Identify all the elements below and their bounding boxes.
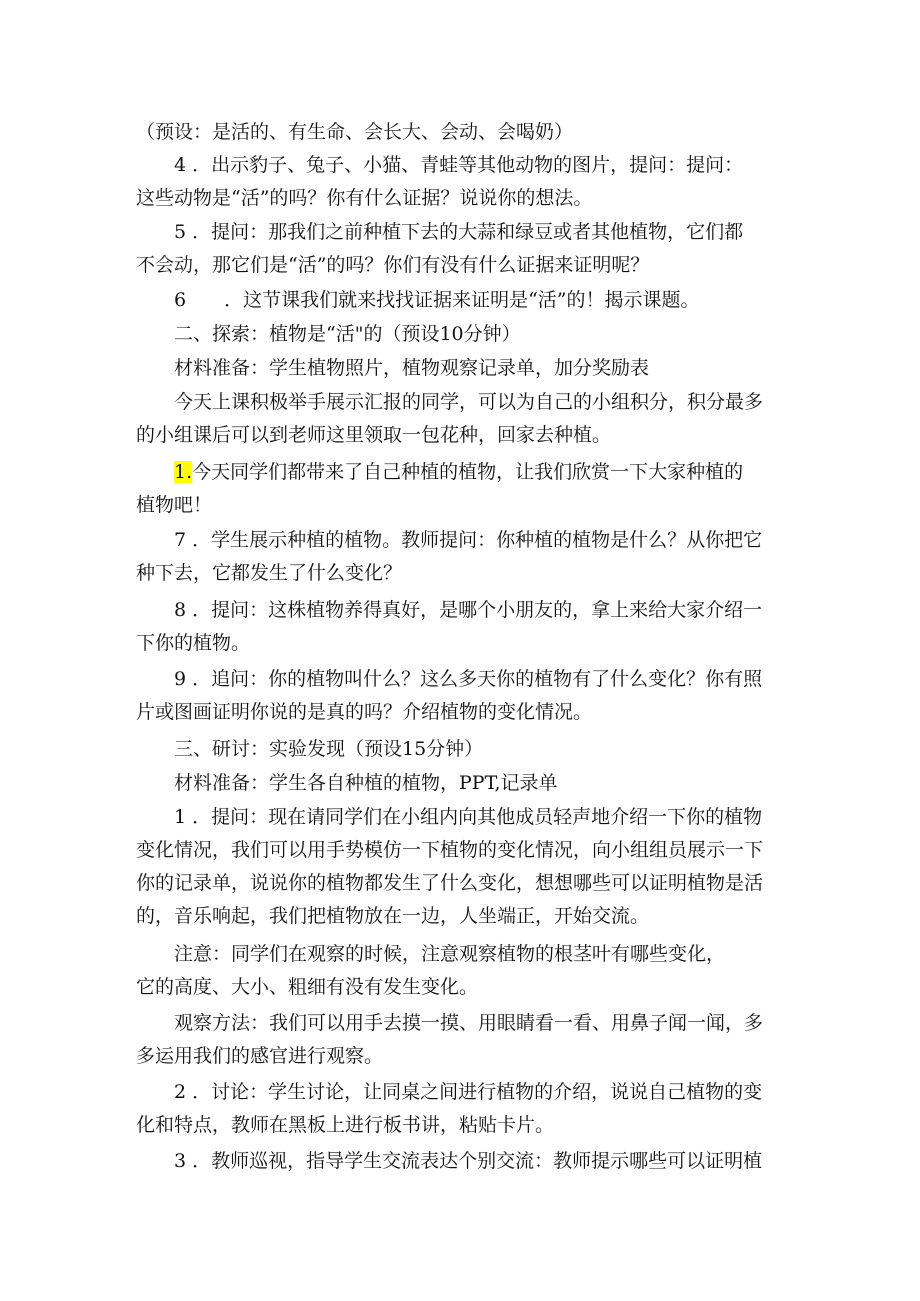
paragraph-step-6 [136, 284, 796, 317]
text-line [136, 456, 796, 489]
highlight-mark: 1. [174, 461, 193, 483]
paragraph-reward [136, 386, 796, 452]
paragraph-step-4 [136, 149, 796, 215]
text-line: 变化情况，我们可以用手势模仿一下植物的变化情况，向小组组员展示一下 [136, 839, 764, 861]
section-heading-explore [136, 318, 796, 351]
paragraph-step-3 [136, 1145, 796, 1178]
text-line: 多运用我们的感官进行观察。 [136, 1045, 384, 1067]
text-line: 化和特点，教师在黑板上进行板书讲，粘贴卡片。 [136, 1114, 555, 1136]
paragraph-step-1b [136, 801, 796, 933]
paragraph-step-1-highlighted [136, 456, 796, 522]
text-line: 植物吧！ [136, 494, 213, 516]
text-line: 下你的植物。 [136, 632, 251, 654]
text-line: 6 ．这节课我们就来找找证据来证明是“活”的！揭示课题。 [174, 289, 700, 311]
text-line: 5 ．提问：那我们之前种植下去的大蒜和绿豆或者其他植物，它们都 [174, 221, 744, 243]
text-line: 今天上课积极举手展示汇报的同学，可以为自己的小组积分，积分最多 [174, 391, 764, 413]
text-line: 注意：同学们在观察的时候，注意观察植物的根茎叶有哪些变化， [174, 943, 726, 965]
text-line: 的小组课后可以到老师这里领取一包花种，回家去种植。 [136, 424, 612, 446]
paragraph-step-7 [136, 524, 796, 590]
text-line: 不会动，那它们是“活”的吗？你们有没有什么证据来证明呢？ [136, 254, 650, 276]
paragraph-materials-2 [136, 767, 796, 800]
paragraph-note [136, 938, 796, 1004]
text-line: 种下去，它都发生了什么变化？ [136, 562, 403, 584]
text-line: 你的记录单，说说你的植物都发生了什么变化，想想哪些可以证明植物是活 [136, 872, 764, 894]
text-line: （预设：是活的、有生命、会长大、会动、会喝奶） [136, 121, 574, 143]
text-line: 这些动物是“活”的吗？你有什么证据？说说你的想法。 [136, 187, 593, 209]
paragraph-preset-answers [136, 116, 796, 149]
paragraph-step-2 [136, 1076, 796, 1142]
text-line: 9 ．追问：你的植物叫什么？这么多天你的植物有了什么变化？你有照 [174, 668, 763, 690]
text-line: 1 ．提问：现在请同学们在小组内向其他成员轻声地介绍一下你的植物 [174, 806, 763, 828]
text-line: 8 ．提问：这株植物养得真好，是哪个小朋友的，拿上来给大家介绍一 [174, 599, 763, 621]
text-line: 观察方法：我们可以用手去摸一摸、用眼睛看一看、用鼻子闻一闻，多 [174, 1012, 764, 1034]
text-line: 三、研讨：实验发现（预设15分钟） [174, 738, 484, 760]
text-line: 3 ．教师巡视，指导学生交流表达个别交流：教师提示哪些可以证明植 [174, 1150, 763, 1172]
text-line: 材料准备：学生植物照片，植物观察记录单，加分奖励表 [174, 357, 650, 379]
text-line: 的，音乐响起，我们把植物放在一边，人坐端正，开始交流。 [136, 905, 650, 927]
text-run: 今天同学们都带来了自己种植的植物，让我们欣赏一下大家种植的 [192, 461, 744, 483]
paragraph-method [136, 1007, 796, 1073]
text-line: 2 ．讨论：学生讨论，让同桌之间进行植物的介绍，说说自己植物的变 [174, 1081, 763, 1103]
paragraph-materials-1 [136, 352, 796, 385]
text-line: 4 ．出示豹子、兔子、小猫、青蛙等其他动物的图片，提问：提问： [174, 154, 744, 176]
text-line: 材料准备：学生各自种植的植物，PPT,记录单 [174, 772, 558, 794]
section-heading-discuss [136, 733, 796, 766]
text-line: 它的高度、大小、粗细有没有发生变化。 [136, 976, 479, 998]
text-line: 7 ．学生展示种植的植物。教师提问：你种植的植物是什么？从你把它 [174, 529, 763, 551]
paragraph-step-8 [136, 594, 796, 660]
paragraph-step-5 [136, 216, 796, 282]
paragraph-step-9 [136, 663, 796, 729]
text-line: 二、探索：植物是“活"的（预设10分钟） [174, 323, 521, 345]
text-line: 片或图画证明你说的是真的吗？介绍植物的变化情况。 [136, 701, 593, 723]
